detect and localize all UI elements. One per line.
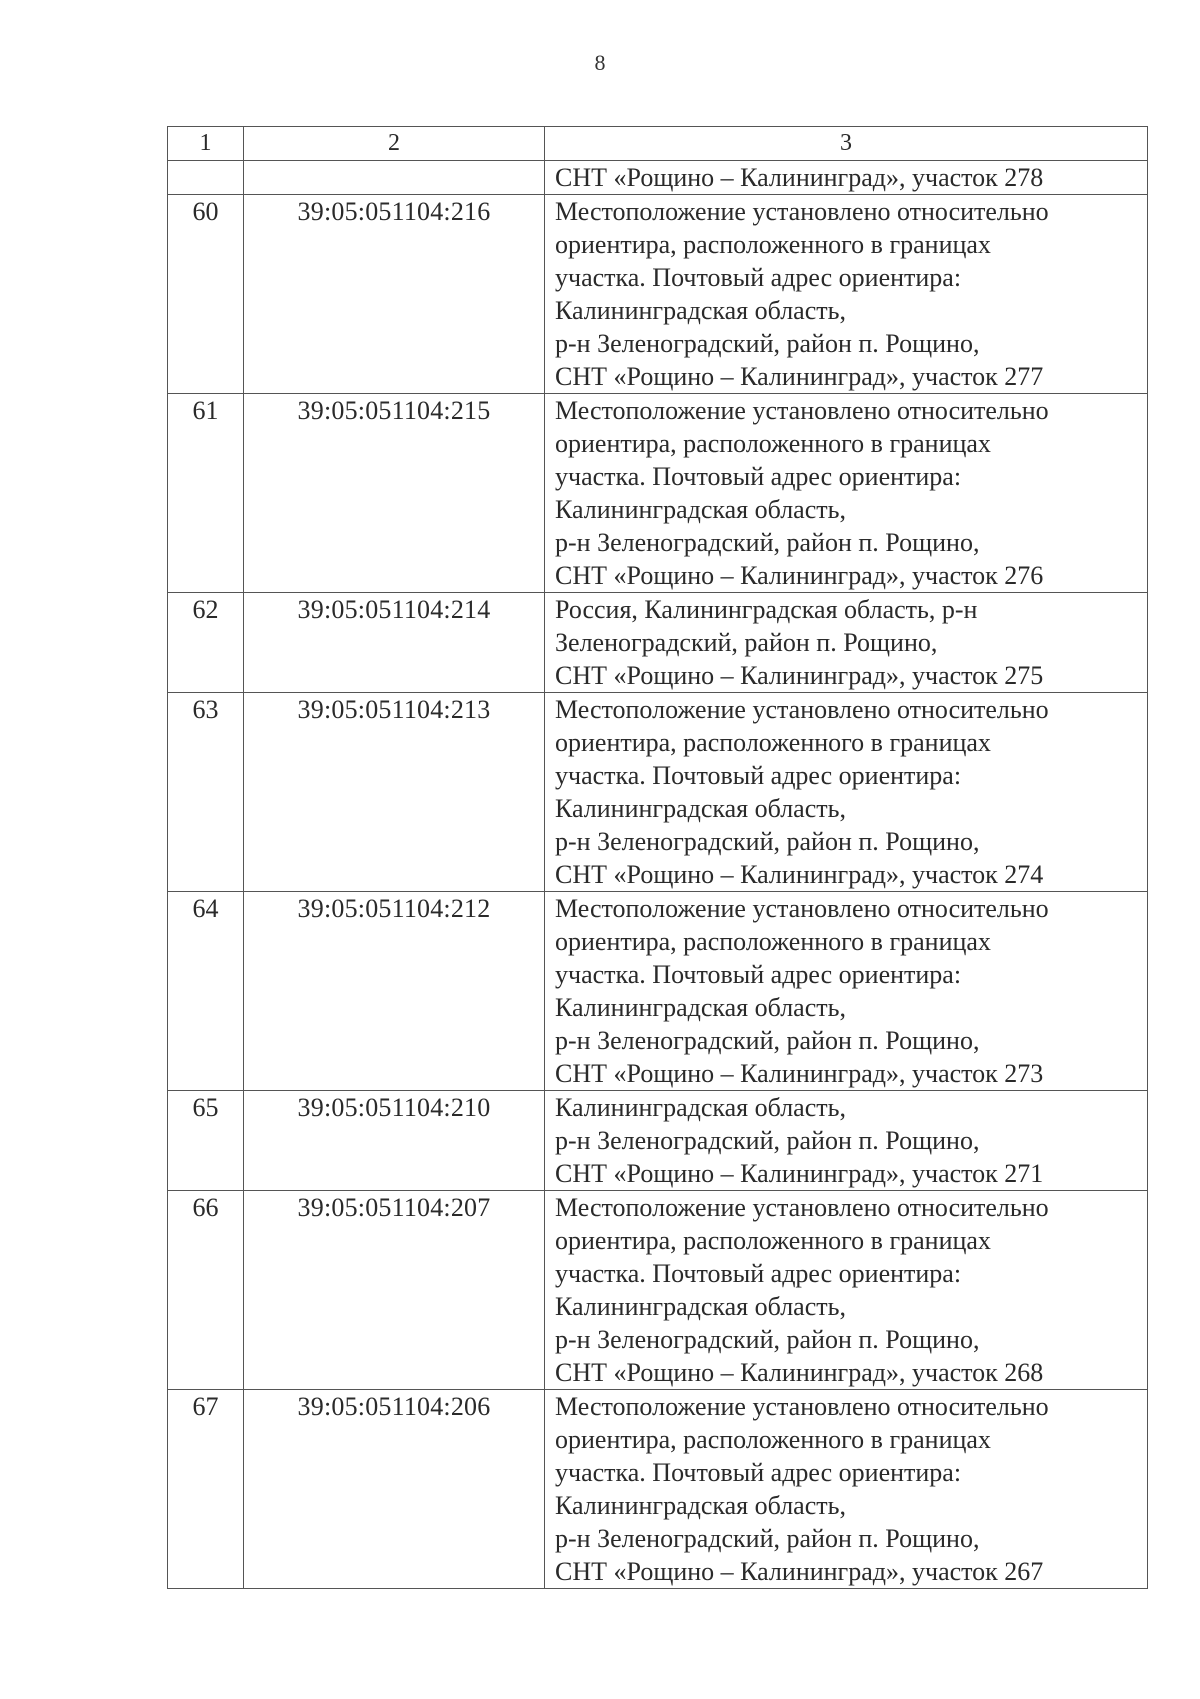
address-cell	[545, 693, 1148, 892]
address-line: СНТ «Рощино – Калининград», участок 268	[555, 1358, 1044, 1387]
address-line: СНТ «Рощино – Калининград», участок 267	[555, 1557, 1044, 1586]
column-header-number: 1	[168, 127, 244, 161]
address-line: СНТ «Рощино – Калининград», участок 273	[555, 1059, 1044, 1088]
address-line: р-н Зеленоградский, район п. Рощино,	[555, 1026, 980, 1055]
address-line: Местоположение установлено относительно	[555, 894, 1049, 923]
cadastral-number-cell	[244, 161, 545, 195]
cadastral-number-cell: 39:05:051104:215	[244, 394, 545, 593]
address-cell	[545, 1390, 1148, 1589]
table-row	[168, 195, 1148, 394]
address-cell	[545, 1091, 1148, 1191]
table-row	[168, 892, 1148, 1091]
address-cell	[545, 1191, 1148, 1390]
address-line: СНТ «Рощино – Калининград», участок 278	[555, 163, 1044, 192]
table-row	[168, 1091, 1148, 1191]
address-line: ориентира, расположенного в границах	[555, 230, 991, 259]
address-line: Калининградская область,	[555, 794, 846, 823]
address-line: ориентира, расположенного в границах	[555, 1425, 991, 1454]
cadastral-number-cell: 39:05:051104:216	[244, 195, 545, 394]
address-line: ориентира, расположенного в границах	[555, 728, 991, 757]
table-row	[168, 1191, 1148, 1390]
address-line: СНТ «Рощино – Калининград», участок 275	[555, 661, 1044, 690]
address-line: участка. Почтовый адрес ориентира:	[555, 761, 962, 790]
address-cell	[545, 394, 1148, 593]
address-line: СНТ «Рощино – Калининград», участок 274	[555, 860, 1044, 889]
address-cell	[545, 161, 1148, 195]
row-number-cell: 60	[168, 195, 244, 394]
row-number-cell: 64	[168, 892, 244, 1091]
address-cell	[545, 892, 1148, 1091]
address-line: Местоположение установлено относительно	[555, 695, 1049, 724]
address-line: Калининградская область,	[555, 1093, 846, 1122]
address-line: Местоположение установлено относительно	[555, 1193, 1049, 1222]
address-line: СНТ «Рощино – Калининград», участок 271	[555, 1159, 1044, 1188]
address-line: участка. Почтовый адрес ориентира:	[555, 263, 962, 292]
address-line: ориентира, расположенного в границах	[555, 1226, 991, 1255]
table-row	[168, 394, 1148, 593]
row-number-cell: 66	[168, 1191, 244, 1390]
address-line: Местоположение установлено относительно	[555, 396, 1049, 425]
table-header-row	[168, 127, 1148, 161]
address-line: р-н Зеленоградский, район п. Рощино,	[555, 1325, 980, 1354]
table-body	[168, 161, 1148, 1589]
table-row	[168, 593, 1148, 693]
cadastral-number-cell: 39:05:051104:214	[244, 593, 545, 693]
page-number: 8	[594, 50, 606, 75]
address-cell	[545, 593, 1148, 693]
row-number-cell: 65	[168, 1091, 244, 1191]
address-line: Местоположение установлено относительно	[555, 197, 1049, 226]
address-line: Местоположение установлено относительно	[555, 1392, 1049, 1421]
row-number-cell: 61	[168, 394, 244, 593]
address-line: участка. Почтовый адрес ориентира:	[555, 960, 962, 989]
land-plots-table	[167, 126, 1148, 1589]
address-line: Калининградская область,	[555, 495, 846, 524]
address-line: участка. Почтовый адрес ориентира:	[555, 1259, 962, 1288]
address-line: р-н Зеленоградский, район п. Рощино,	[555, 827, 980, 856]
cadastral-number-cell: 39:05:051104:206	[244, 1390, 545, 1589]
row-number-cell: 63	[168, 693, 244, 892]
row-number-cell: 67	[168, 1390, 244, 1589]
cadastral-number-cell: 39:05:051104:207	[244, 1191, 545, 1390]
table-row-continuation	[168, 161, 1148, 195]
address-line: Калининградская область,	[555, 993, 846, 1022]
address-cell	[545, 195, 1148, 394]
address-line: Калининградская область,	[555, 296, 846, 325]
address-line: участка. Почтовый адрес ориентира:	[555, 1458, 962, 1487]
table-row	[168, 693, 1148, 892]
address-line: р-н Зеленоградский, район п. Рощино,	[555, 528, 980, 557]
row-number-cell: 62	[168, 593, 244, 693]
address-line: р-н Зеленоградский, район п. Рощино,	[555, 329, 980, 358]
column-header-cadastral: 2	[244, 127, 545, 161]
cadastral-number-cell: 39:05:051104:212	[244, 892, 545, 1091]
row-number-cell	[168, 161, 244, 195]
address-line: Калининградская область,	[555, 1292, 846, 1321]
address-line: Зеленоградский, район п. Рощино,	[555, 628, 938, 657]
address-line: Россия, Калининградская область, р-н	[555, 595, 978, 624]
address-line: Калининградская область,	[555, 1491, 846, 1520]
table-row	[168, 1390, 1148, 1589]
cadastral-number-cell: 39:05:051104:210	[244, 1091, 545, 1191]
cadastral-number-cell: 39:05:051104:213	[244, 693, 545, 892]
column-header-address: 3	[545, 127, 1148, 161]
address-line: участка. Почтовый адрес ориентира:	[555, 462, 962, 491]
address-line: р-н Зеленоградский, район п. Рощино,	[555, 1126, 980, 1155]
address-line: ориентира, расположенного в границах	[555, 927, 991, 956]
address-line: СНТ «Рощино – Калининград», участок 277	[555, 362, 1044, 391]
address-line: СНТ «Рощино – Калининград», участок 276	[555, 561, 1044, 590]
address-line: ориентира, расположенного в границах	[555, 429, 991, 458]
address-line: р-н Зеленоградский, район п. Рощино,	[555, 1524, 980, 1553]
